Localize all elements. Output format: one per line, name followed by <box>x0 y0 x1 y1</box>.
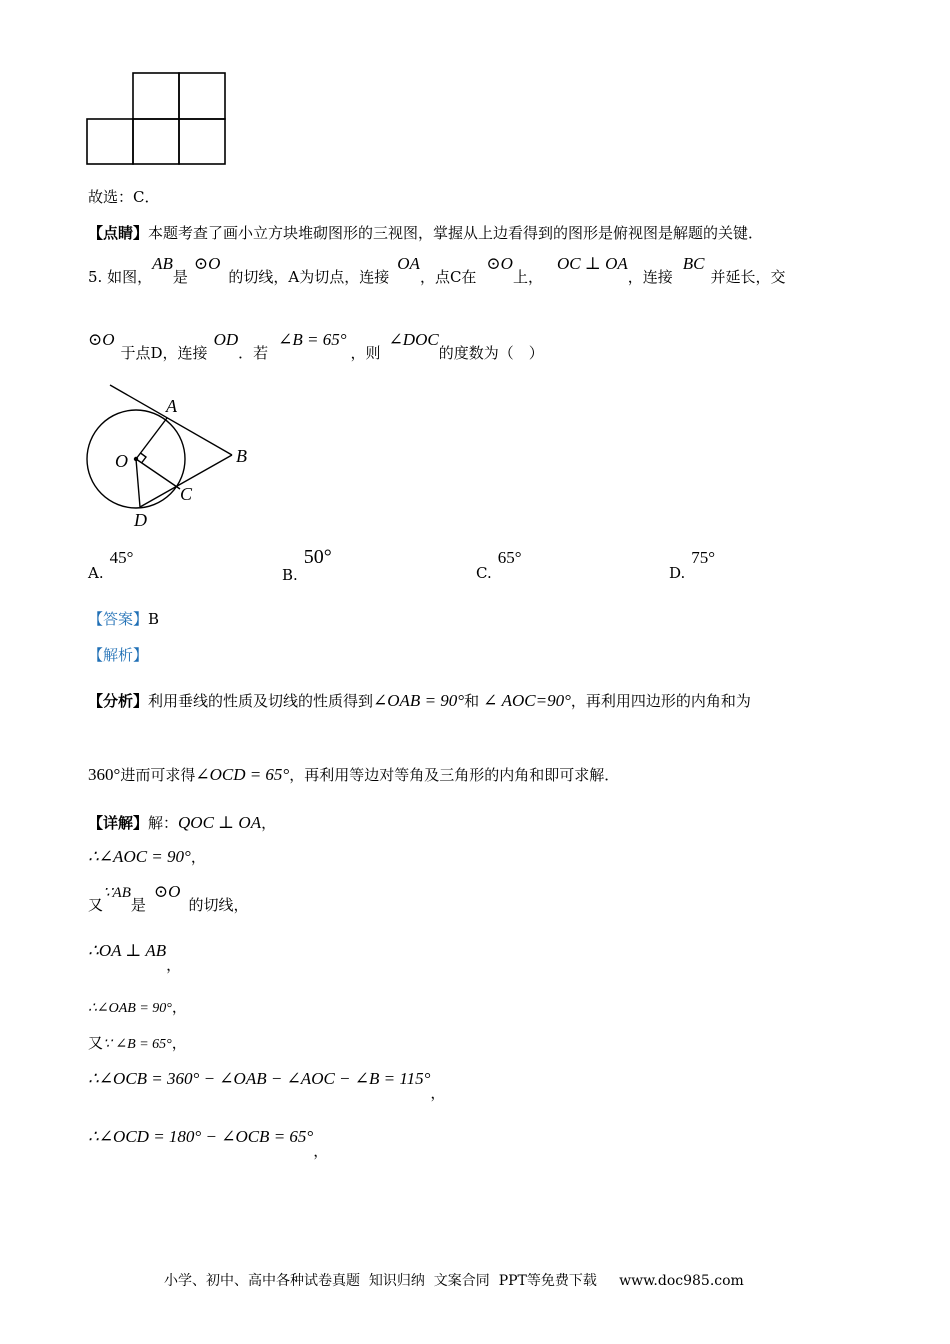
detail-text: ， <box>171 998 187 1016</box>
detail-text: ， <box>313 1142 329 1160</box>
option-value: 65° <box>497 548 522 567</box>
detail-line-5 <box>88 996 187 1017</box>
detail-text: ， <box>171 1034 187 1052</box>
detail-text: ， <box>430 1084 446 1102</box>
option-c[interactable] <box>476 548 522 582</box>
detail-line-3 <box>88 882 249 915</box>
math-angle-ocd: ∠OCD = 65° <box>195 765 290 784</box>
math-step: ∴OA ⊥ AB <box>88 941 167 960</box>
text-degree-question: 的度数为（ ） <box>438 344 544 362</box>
top-view-grid-figure <box>86 72 228 166</box>
detail-line-8 <box>88 1126 329 1160</box>
option-value: 45° <box>109 548 134 567</box>
analysis-text: 和 <box>464 692 480 710</box>
detail-text: 是 <box>130 896 146 914</box>
segment-od <box>136 459 140 507</box>
text-on: 上， <box>512 268 543 286</box>
text-at-d: 于点D，连接 <box>120 344 208 362</box>
text-if: ．若 <box>238 344 269 362</box>
text-extend: 并延长，交 <box>710 268 786 286</box>
tip-line <box>88 222 763 243</box>
math-bc: BC <box>682 254 705 273</box>
question-5-line-1 <box>88 254 786 287</box>
option-a[interactable] <box>88 548 134 582</box>
detail-line-1 <box>88 812 276 833</box>
tip-text: 本题考查了画小立方块堆砌图形的三视图，掌握从上边看得到的图形是俯视图是解题的关键． <box>148 224 764 242</box>
answer-line <box>88 608 159 629</box>
analysis-text: ，再利用等边对等角及三角形的内角和即可求解． <box>289 766 620 784</box>
detail-text: 解： <box>148 814 179 832</box>
analysis-label: 【解析】 <box>88 646 149 664</box>
text-is: 是 <box>172 268 188 286</box>
grid-cell <box>133 119 179 164</box>
math-oc-perp-oa: OC ⊥ OA <box>556 254 628 273</box>
option-value: 75° <box>691 548 716 567</box>
detail-line-6 <box>88 1032 187 1053</box>
detail-line-4 <box>88 940 182 974</box>
math-circle-o: ⊙O <box>486 254 513 273</box>
detail-text: 又 <box>88 1034 104 1052</box>
detail-line-7 <box>88 1068 446 1102</box>
grid-cell <box>133 73 179 119</box>
detail-text: 又 <box>88 896 104 914</box>
option-letter: B. <box>282 566 298 584</box>
answer-value: B <box>148 610 160 628</box>
detail-line-2 <box>88 846 206 867</box>
math-step: ∴∠AOC = 90° <box>88 847 191 866</box>
geometry-figure <box>84 383 254 531</box>
grid-cell <box>87 119 133 164</box>
tip-label: 【点睛】 <box>88 224 149 242</box>
text-point-c: ，点C在 <box>419 268 477 286</box>
math-angle-b: ∠B = 65° <box>278 330 347 349</box>
analysis-text: 利用垂线的性质及切线的性质得到 <box>148 692 374 710</box>
analysis-line-2 <box>88 764 619 785</box>
right-angle-mark <box>141 453 147 463</box>
math-step: ∵AB <box>103 885 131 901</box>
math-od: OD <box>213 330 239 349</box>
math-step: ∴∠OCD = 180° − ∠OCB = 65° <box>88 1127 314 1146</box>
math-step: ∴∠OCB = 360° − ∠OAB − ∠AOC − ∠B = 115° <box>88 1069 431 1088</box>
math-circle-o: ⊙O <box>153 882 181 901</box>
segment-oc <box>136 459 180 489</box>
answer-label: 【答案】 <box>88 610 149 628</box>
math-step: ∴∠OAB = 90° <box>88 1001 172 1016</box>
point-o <box>134 457 138 461</box>
analysis-section-label: 【分析】 <box>88 692 149 710</box>
analysis-text: ，再利用四边形的内角和为 <box>570 692 751 710</box>
analysis-line-1 <box>88 690 751 711</box>
option-b[interactable] <box>282 546 332 584</box>
detail-text: ， <box>190 848 206 866</box>
label-d: D <box>134 510 147 530</box>
math-oa: OA <box>397 254 420 273</box>
label-o: O <box>115 451 128 471</box>
option-letter: A. <box>88 564 104 582</box>
option-letter: D. <box>669 564 686 582</box>
math-angle-doc: ∠DOC <box>388 330 439 349</box>
analysis-text: 进而可求得 <box>120 766 196 784</box>
math-circle-o: ⊙O <box>88 330 115 349</box>
math-step: ∵ ∠B = 65° <box>103 1037 172 1052</box>
math-angle-aoc: ∠ AOC=90° <box>483 691 571 710</box>
option-d[interactable] <box>669 548 716 582</box>
grid-cell <box>179 119 225 164</box>
detail-label: 【详解】 <box>88 814 149 832</box>
math-step: QOC ⊥ OA <box>178 813 262 832</box>
math-circle-o: ⊙O <box>193 254 221 273</box>
math-360: 360° <box>88 765 121 784</box>
text-then: ，则 <box>350 344 381 362</box>
label-b: B <box>236 446 247 466</box>
question-number: 5. 如图， <box>88 268 153 286</box>
solution-end: 故选：C． <box>88 188 160 206</box>
page-footer: 小学、初中、高中各种试卷真题 知识归纳 文案合同 PPT等免费下载 www.doc985.com <box>164 1273 744 1289</box>
math-angle-oab: ∠OAB = 90° <box>373 691 465 710</box>
label-a: A <box>166 396 177 416</box>
option-value: 50° <box>303 546 332 568</box>
question-5-line-2 <box>88 330 544 363</box>
text-connect: ，连接 <box>627 268 673 286</box>
grid-cell <box>179 73 225 119</box>
math-ab: AB <box>152 254 173 273</box>
text-tangent: 的切线，A为切点，连接 <box>228 268 390 286</box>
detail-text: ， <box>166 956 182 974</box>
option-letter: C. <box>476 564 492 582</box>
detail-text: 的切线， <box>188 896 249 914</box>
label-c: C <box>180 484 193 504</box>
detail-text: ， <box>261 814 277 832</box>
